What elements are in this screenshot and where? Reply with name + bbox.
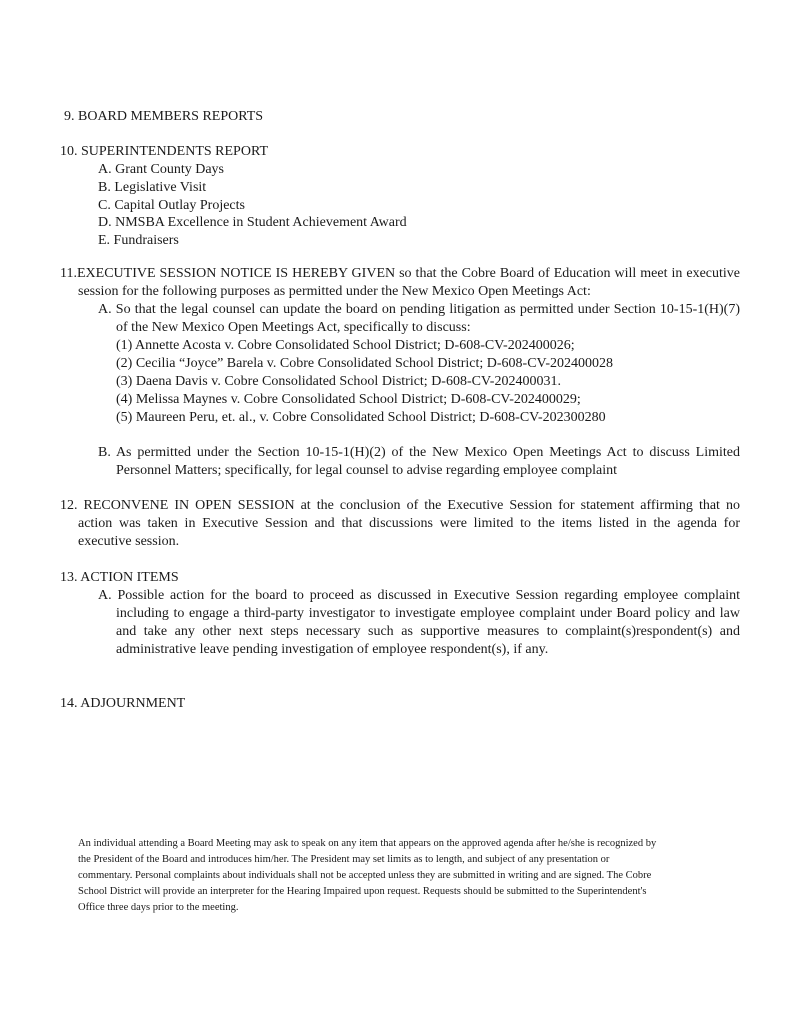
- sub-item-text: administrative leave pending investigation of employee respondent(s), if any.: [116, 642, 549, 657]
- sub-item: A. Grant County Days: [98, 162, 224, 177]
- case-item: (1) Annette Acosta v. Cobre Consolidated School District; D-608-CV-202400026;: [116, 338, 575, 353]
- footer-line: Office three days prior to the meeting.: [78, 902, 239, 913]
- sub-item-text: and take any other next steps necessary such as supportive measures to complaint(s)respondent(s) and: [116, 624, 740, 639]
- item-heading: 12. RECONVENE IN OPEN SESSION at the conclusion of the Executive Session for statement affirming that no: [60, 498, 740, 513]
- sub-item: E. Fundraisers: [98, 233, 179, 248]
- item-text: executive session.: [78, 534, 180, 549]
- item-text: session for the following purposes as permitted under the New Mexico Open Meetings Act:: [78, 284, 591, 299]
- item-heading: 14. ADJOURNMENT: [60, 696, 186, 711]
- sub-item: B. As permitted under the Section 10-15-1(H)(2) of the New Mexico Open Meetings Act to discuss Limited: [98, 445, 740, 460]
- item-heading: 11.EXECUTIVE SESSION NOTICE IS HEREBY GIVEN so that the Cobre Board of Education will meet in executive: [60, 266, 740, 281]
- sub-item: B. Legislative Visit: [98, 180, 207, 195]
- sub-item: A. So that the legal counsel can update the board on pending litigation as permitted under Section 10-15-1(H)(7): [98, 302, 740, 317]
- case-item: (4) Melissa Maynes v. Cobre Consolidated School District; D-608-CV-202400029;: [116, 392, 581, 407]
- sub-item-text: including to engage a third-party investigator to investigate employee complaint under Board policy and law: [116, 606, 740, 621]
- sub-item-text: of the New Mexico Open Meetings Act, specifically to discuss:: [116, 320, 471, 335]
- sub-item: D. NMSBA Excellence in Student Achievement Award: [98, 215, 407, 230]
- item-heading: 13. ACTION ITEMS: [60, 570, 179, 585]
- sub-item-text: Personnel Matters; specifically, for legal counsel to advise regarding employee complaint: [116, 463, 617, 478]
- sub-item: A. Possible action for the board to proceed as discussed in Executive Session regarding employee complaint: [98, 588, 740, 603]
- case-item: (3) Daena Davis v. Cobre Consolidated School District; D-608-CV-202400031.: [116, 374, 561, 389]
- item-heading: 10. SUPERINTENDENTS REPORT: [60, 144, 269, 159]
- case-item: (5) Maureen Peru, et. al., v. Cobre Consolidated School District; D-608-CV-202300280: [116, 410, 606, 425]
- item-heading: 9. BOARD MEMBERS REPORTS: [64, 109, 264, 124]
- footer-line: commentary. Personal complaints about individuals shall not be accepted unless they are submitted in writing and are signed. The Cobre: [78, 870, 652, 881]
- sub-item: C. Capital Outlay Projects: [98, 198, 245, 213]
- footer-line: School District will provide an interpreter for the Hearing Impaired upon request. Requests should be submitted to the Superintendent's: [78, 886, 647, 897]
- footer-line: the President of the Board and introduces him/her. The President may set limits as to length, and subject of any presentation or: [78, 854, 610, 865]
- case-item: (2) Cecilia “Joyce” Barela v. Cobre Consolidated School District; D-608-CV-202400028: [116, 356, 614, 371]
- item-text: action was taken in Executive Session and that discussions were limited to the items listed in the agenda for: [78, 516, 740, 531]
- footer-line: An individual attending a Board Meeting may ask to speak on any item that appears on the approved agenda after he/she is recognized by: [78, 838, 657, 849]
